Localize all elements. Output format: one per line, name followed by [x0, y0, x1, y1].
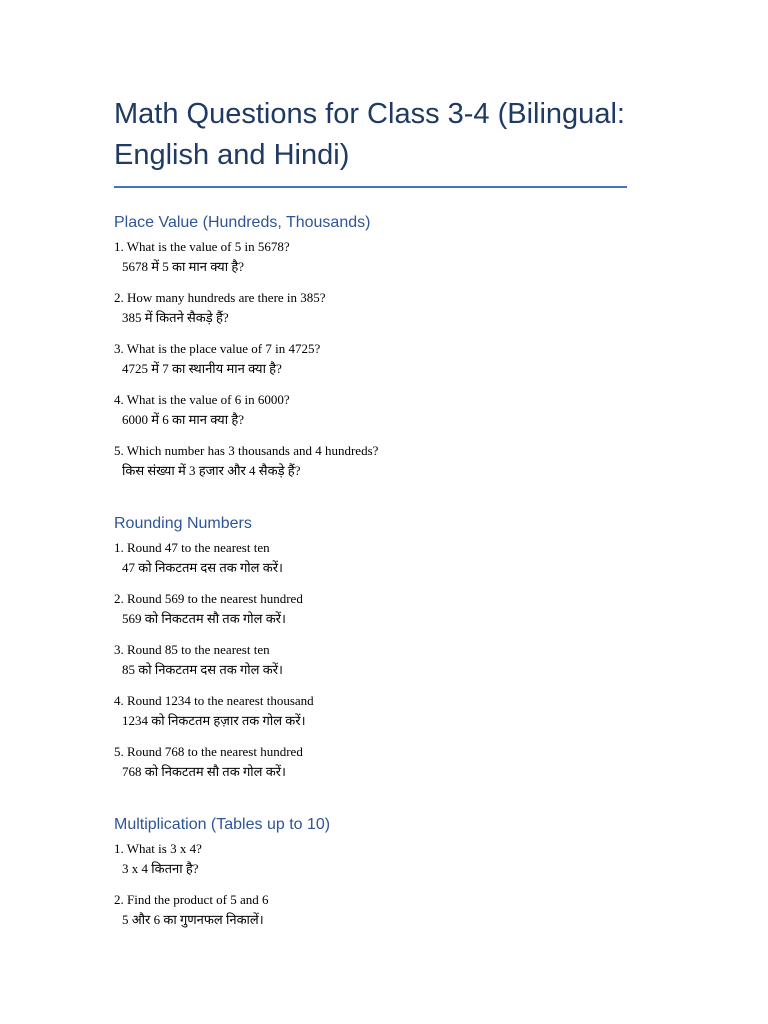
document-title: Math Questions for Class 3-4 (Bilingual: English and Hindi)	[114, 98, 625, 171]
question-list	[114, 238, 627, 479]
question-english: 2. Find the product of 5 and 6	[114, 892, 269, 907]
question-item	[114, 692, 627, 729]
question-hindi: 3 x 4 कितना है?	[122, 861, 199, 876]
question-item	[114, 442, 627, 479]
question-hindi: 768 को निकटतम सौ तक गोल करें।	[122, 764, 286, 779]
question-item	[114, 891, 627, 928]
question-english: 2. Round 569 to the nearest hundred	[114, 591, 303, 606]
question-item	[114, 590, 627, 627]
question-item	[114, 743, 627, 780]
question-hindi: 569 को निकटतम सौ तक गोल करें।	[122, 611, 286, 626]
question-english: 5. Round 768 to the nearest hundred	[114, 744, 303, 759]
question-item	[114, 641, 627, 678]
question-item	[114, 340, 627, 377]
section-multiplication	[114, 815, 627, 928]
question-english: 2. How many hundreds are there in 385?	[114, 290, 326, 305]
document-page	[114, 94, 627, 927]
question-item	[114, 539, 627, 576]
question-item	[114, 391, 627, 428]
question-english: 3. What is the place value of 7 in 4725?	[114, 341, 321, 356]
question-item	[114, 840, 627, 877]
question-english: 1. Round 47 to the nearest ten	[114, 540, 270, 555]
question-list	[114, 840, 627, 928]
section-heading: Place Value (Hundreds, Thousands)	[114, 214, 371, 231]
question-hindi: 385 में कितने सैकड़े हैं?	[122, 310, 229, 325]
question-hindi: 6000 में 6 का मान क्या है?	[122, 412, 245, 427]
question-item	[114, 238, 627, 275]
section-place-value	[114, 213, 627, 479]
section-heading: Rounding Numbers	[114, 515, 252, 532]
question-item	[114, 289, 627, 326]
question-list	[114, 539, 627, 780]
section-heading: Multiplication (Tables up to 10)	[114, 816, 331, 833]
question-english: 5. Which number has 3 thousands and 4 hundreds?	[114, 443, 379, 458]
question-hindi: 47 को निकटतम दस तक गोल करें।	[122, 560, 283, 575]
question-english: 3. Round 85 to the nearest ten	[114, 642, 270, 657]
title-divider	[114, 186, 627, 188]
question-english: 4. What is the value of 6 in 6000?	[114, 392, 290, 407]
question-english: 1. What is the value of 5 in 5678?	[114, 239, 290, 254]
question-hindi: 5 और 6 का गुणनफल निकालें।	[122, 912, 264, 927]
question-hindi: किस संख्या में 3 हजार और 4 सैकड़े हैं?	[122, 463, 301, 478]
question-hindi: 85 को निकटतम दस तक गोल करें।	[122, 662, 283, 677]
question-english: 1. What is 3 x 4?	[114, 841, 202, 856]
question-hindi: 1234 को निकटतम हज़ार तक गोल करें।	[122, 713, 306, 728]
section-rounding	[114, 514, 627, 780]
question-english: 4. Round 1234 to the nearest thousand	[114, 693, 314, 708]
question-hindi: 5678 में 5 का मान क्या है?	[122, 259, 245, 274]
question-hindi: 4725 में 7 का स्थानीय मान क्या है?	[122, 361, 282, 376]
